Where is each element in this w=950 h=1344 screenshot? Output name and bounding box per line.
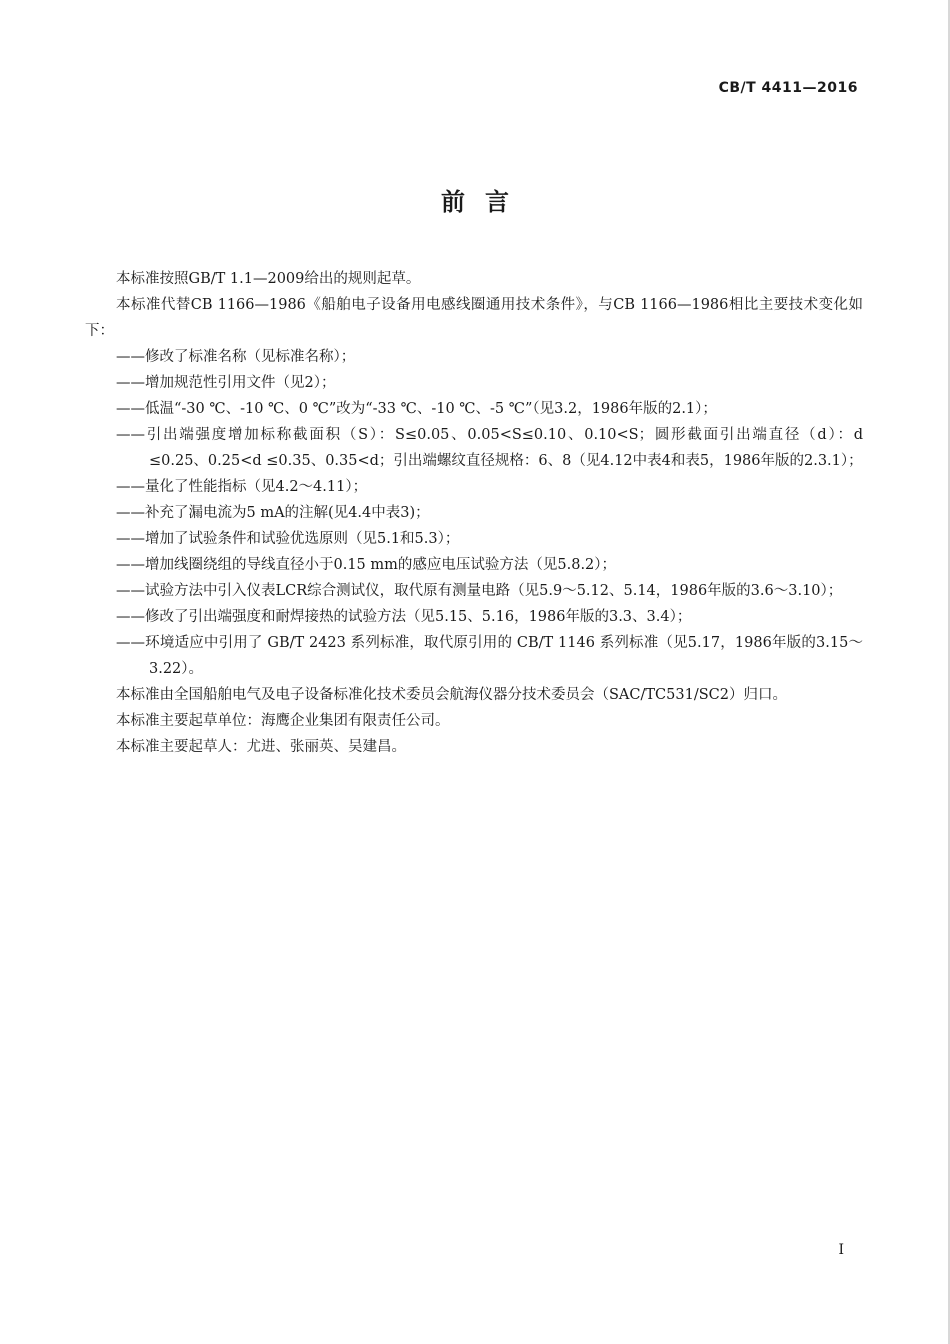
paragraph-drafters: 本标准主要起草人：尤进、张丽英、吴建昌。 bbox=[116, 739, 406, 755]
paragraph-drafting-unit: 本标准主要起草单位：海鹰企业集团有限责任公司。 bbox=[116, 713, 450, 729]
paragraph-technical-committee: 本标准由全国船舶电气及电子设备标准化技术委员会航海仪器分技术委员会（SAC/TC531/SC2）归口。 bbox=[116, 687, 787, 703]
list-item: ——增加规范性引用文件（见2）； bbox=[116, 375, 336, 391]
list-item: ——引出端强度增加标称截面积（S）：S≤0.05、0.05<S≤0.10、0.10<S；圆形截面引出端直径（d）：d ≤0.25、0.25<d ≤0.35、0.35<d；引出端螺纹直径规格：6、8（见4.12中表4和表5，1986年版的2.3.1）； bbox=[116, 427, 863, 469]
standard-code: CB/T 4411—2016 bbox=[718, 80, 858, 96]
page-title: 前言 bbox=[441, 188, 529, 216]
page-number: I bbox=[838, 1242, 844, 1258]
foreword-body bbox=[85, 266, 863, 760]
list-item: ——量化了性能指标（见4.2～4.11）； bbox=[116, 479, 368, 495]
list-item: ——修改了引出端强度和耐焊接热的试验方法（见5.15、5.16，1986年版的3.3、3.4）； bbox=[116, 609, 692, 625]
list-item: ——低温“-30 ℃、-10 ℃、0 ℃”改为“-33 ℃、-10 ℃、-5 ℃”（见3.2，1986年版的2.1）； bbox=[116, 401, 717, 417]
list-item: ——补充了漏电流为5 mA的注解(见4.4中表3)； bbox=[116, 505, 430, 521]
paragraph-replacement: 本标准代替CB 1166—1986《船舶电子设备用电感线圈通用技术条件》，与CB 1166—1986相比主要技术变化如下： bbox=[85, 297, 863, 339]
list-item: ——试验方法中引入仪表LCR综合测试仪，取代原有测量电路（见5.9～5.12、5.14，1986年版的3.6～3.10）； bbox=[116, 583, 843, 599]
paragraph-drafting-rules: 本标准按照GB/T 1.1—2009给出的规则起草。 bbox=[116, 271, 421, 287]
list-item: ——环境适应中引用了 GB/T 2423 系列标准，取代原引用的 CB/T 1146 系列标准（见5.17，1986年版的3.15～3.22）。 bbox=[116, 635, 863, 677]
list-item: ——修改了标准名称（见标准名称）； bbox=[116, 349, 356, 365]
list-item: ——增加了试验条件和试验优选原则（见5.1和5.3）； bbox=[116, 531, 460, 547]
list-item: ——增加线圈绕组的导线直径小于0.15 mm的感应电压试验方法（见5.8.2）； bbox=[116, 557, 617, 573]
